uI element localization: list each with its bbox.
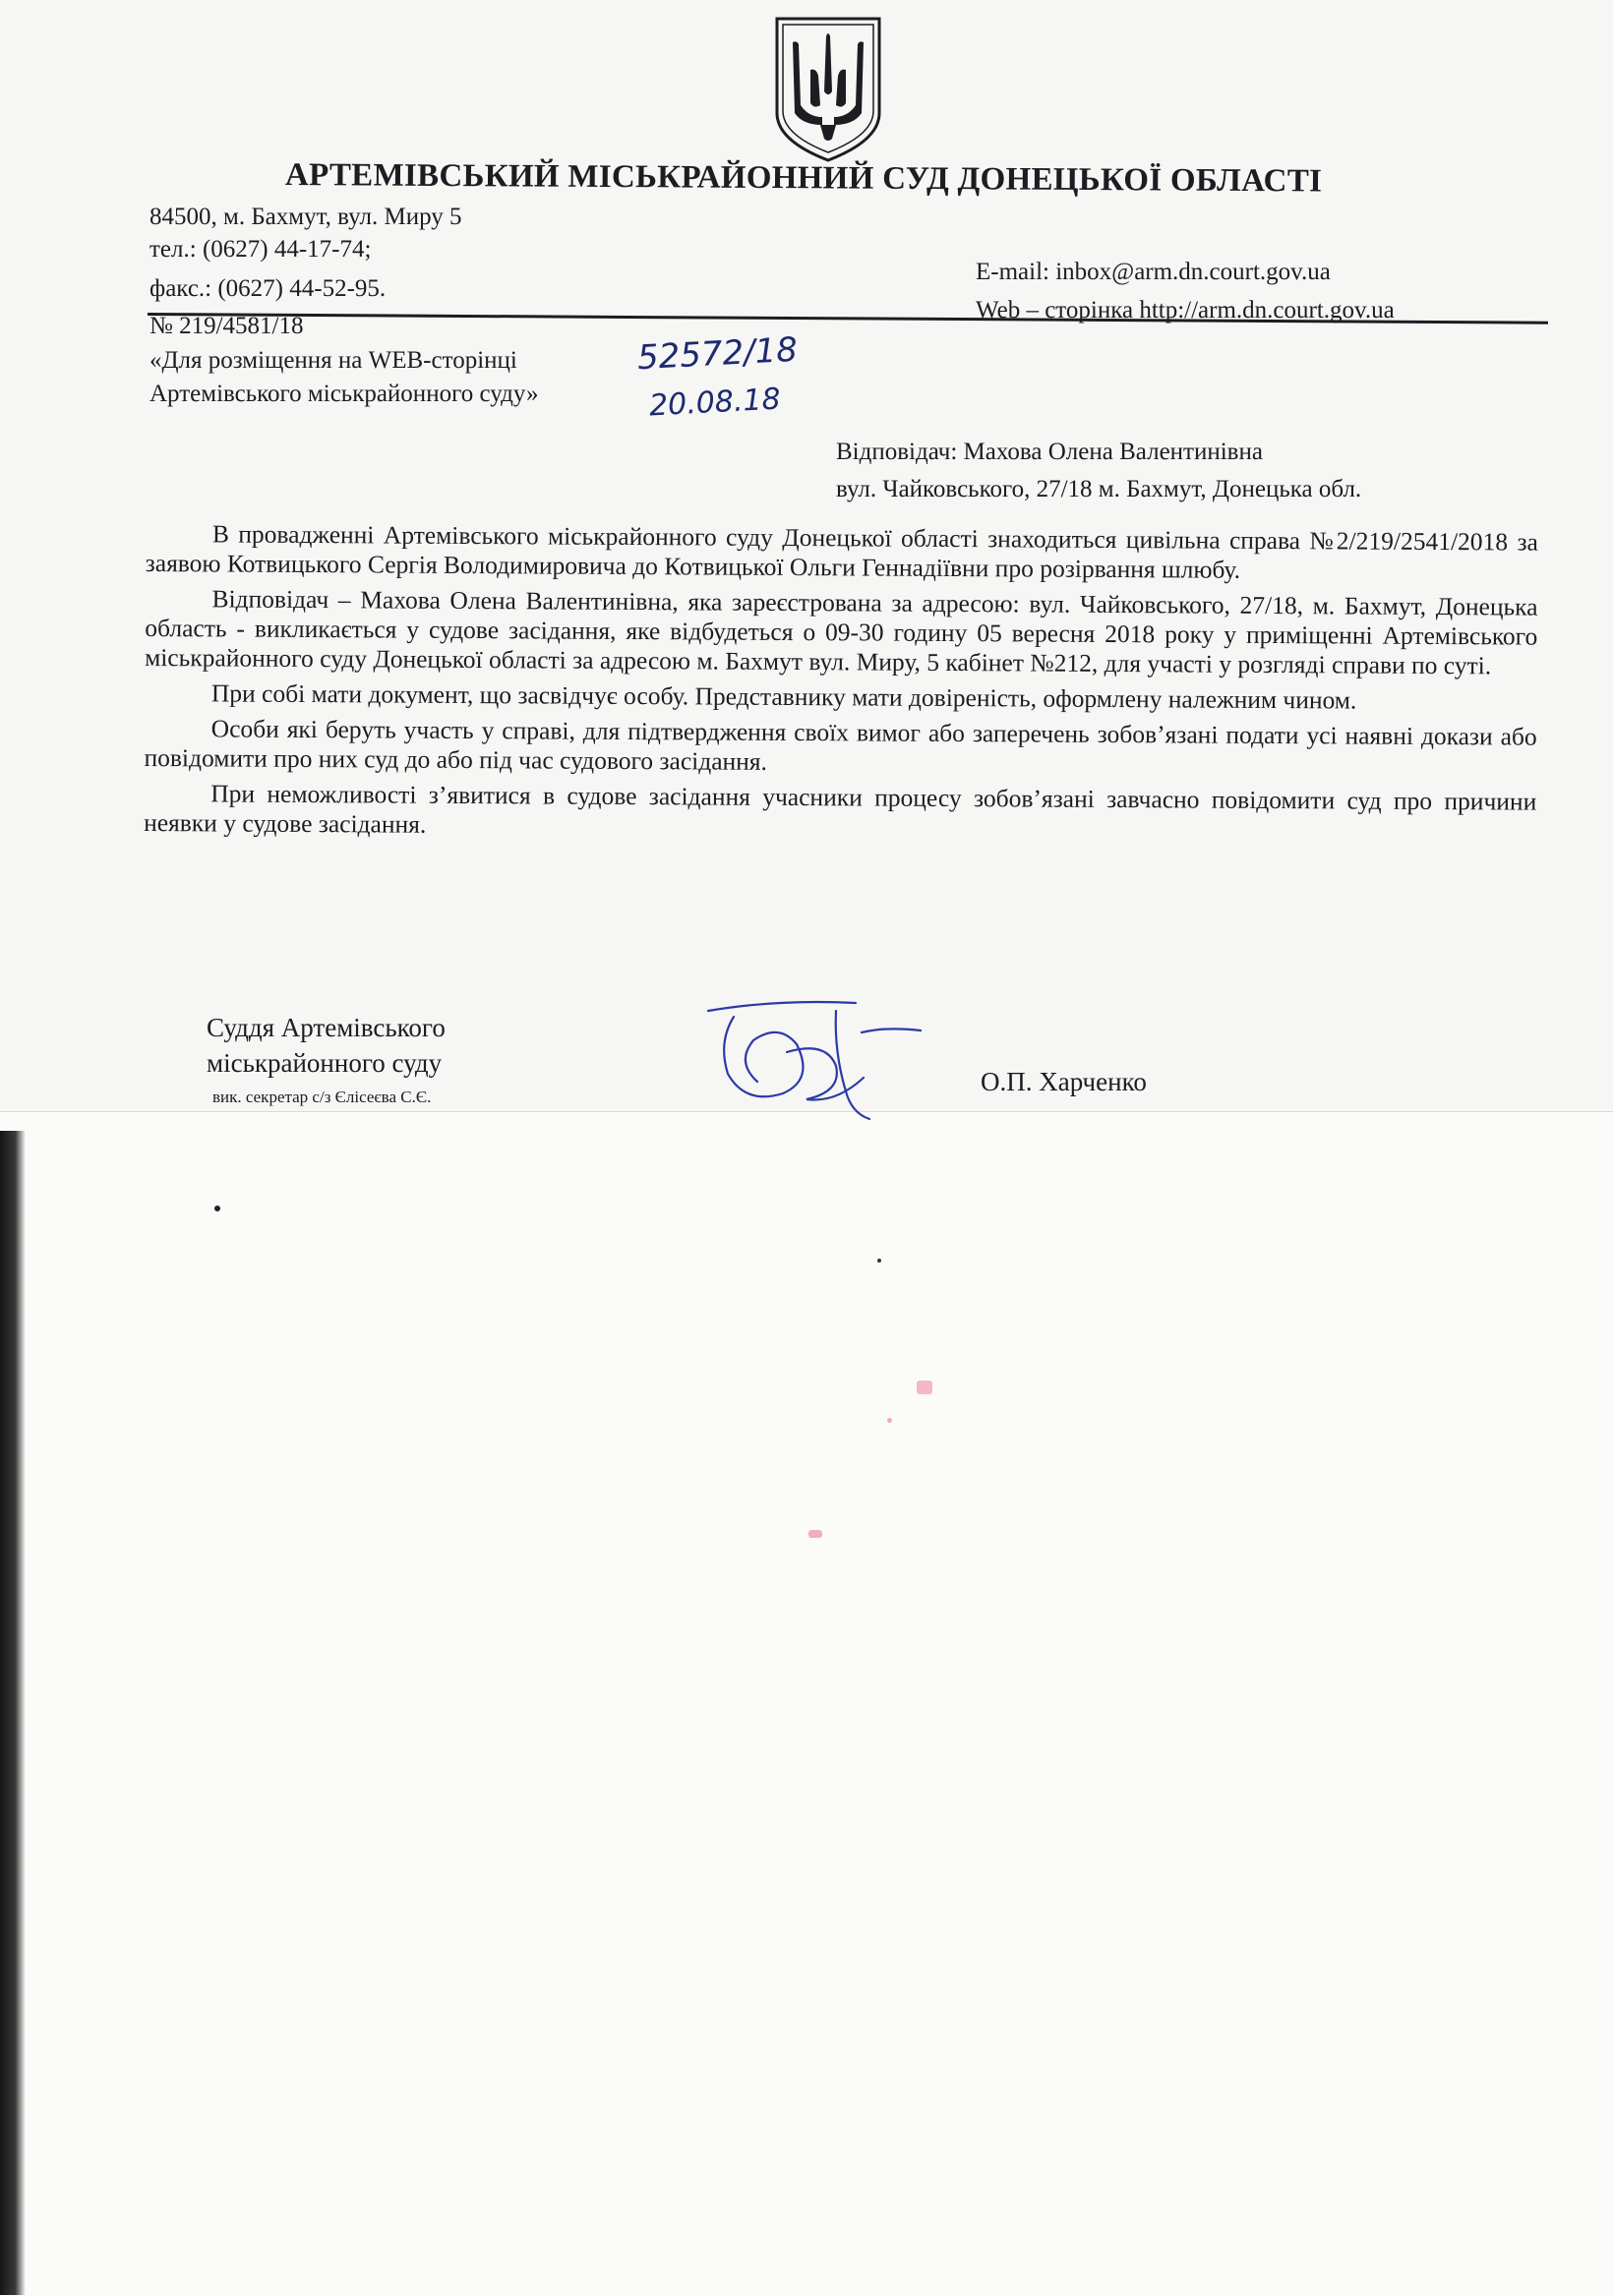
coat-of-arms-icon <box>771 15 885 164</box>
court-email: E-mail: inbox@arm.dn.court.gov.ua <box>976 259 1331 285</box>
judge-title-line2: міськрайонного суду <box>207 1048 443 1078</box>
body-paragraph-documents: При собі мати документ, що засвідчує особу. Представнику мати довіреність, оформлену належним чином. <box>210 678 1357 715</box>
summons-body <box>144 519 1538 853</box>
court-phone: тел.: (0627) 44-17-74; <box>149 236 372 263</box>
judge-name: О.П. Харченко <box>981 1067 1147 1096</box>
addressee-address: вул. Чайковського, 27/18 м. Бахмут, Донецька обл. <box>836 476 1362 502</box>
scan-edge-shadow <box>0 1131 26 2295</box>
scan-speck <box>214 1206 220 1211</box>
handwritten-reg-number: 52572/18 <box>636 329 799 379</box>
court-website: Web – сторінка http://arm.dn.court.gov.ua <box>976 297 1395 324</box>
scan-speck <box>877 1259 881 1263</box>
document-number: № 219/4581/18 <box>149 313 304 339</box>
web-placement-note-line2: Артемівського міськрайонного суду» <box>149 381 539 407</box>
scan-speck <box>917 1381 932 1394</box>
scan-speck <box>887 1418 892 1423</box>
court-fax: факс.: (0627) 44-52-95. <box>149 275 387 302</box>
body-paragraph-summons: Відповідач – Махова Олена Валентинівна, яка зареєстрована за адресою: вул. Чайковського, 27/18, м. Бахмут, Донецька область - викликається у судове засідання, яке відбудеться о 09-30 годину 05 вересня 2018 року у приміщенні Артемівського міськрайонного суду Донецької області за адресою м. Бахмут вул. Миру, 5 кабінет №212, для участі у розгляді справи по суті. <box>145 584 1538 680</box>
scan-speck <box>808 1530 822 1538</box>
secretary-note: вик. секретар с/з Єлісеєва С.Є. <box>212 1088 432 1106</box>
blank-lower-sheet <box>0 1111 1613 2296</box>
judge-signature-icon <box>688 983 944 1131</box>
court-name-heading: АРТЕМІВСЬКИЙ МІСЬКРАЙОННИЙ СУД ДОНЕЦЬКОЇ ОБЛАСТІ <box>284 157 1323 200</box>
judge-title-line1: Суддя Артемівського <box>207 1013 446 1042</box>
addressee-name: Відповідач: Махова Олена Валентинівна <box>836 439 1263 465</box>
handwritten-date: 20.08.18 <box>648 382 782 424</box>
body-paragraph-evidence: Особи які беруть участь у справі, для підтвердження своїх вимог або заперечень зобов’язані подати усі наявні докази або повідомити про них суд до або під час судового засідання. <box>144 714 1537 776</box>
web-placement-note-line1: «Для розміщення на WEB-сторінці <box>149 347 517 374</box>
body-paragraph-absence: При неможливості з’явитися в судове засідання учасники процесу зобов’язані завчасно повідомити суд про причини неявки у судове засідання. <box>144 779 1537 839</box>
court-address: 84500, м. Бахмут, вул. Миру 5 <box>149 204 462 230</box>
body-paragraph-case: В провадженні Артемівського міськрайонного суду Донецької області знаходиться цивільна справа №2/219/2541/2018 за заявою Котвицького Сергія Володимировича до Котвицької Ольги Геннадіївни про розірвання шлюбу. <box>145 519 1538 584</box>
